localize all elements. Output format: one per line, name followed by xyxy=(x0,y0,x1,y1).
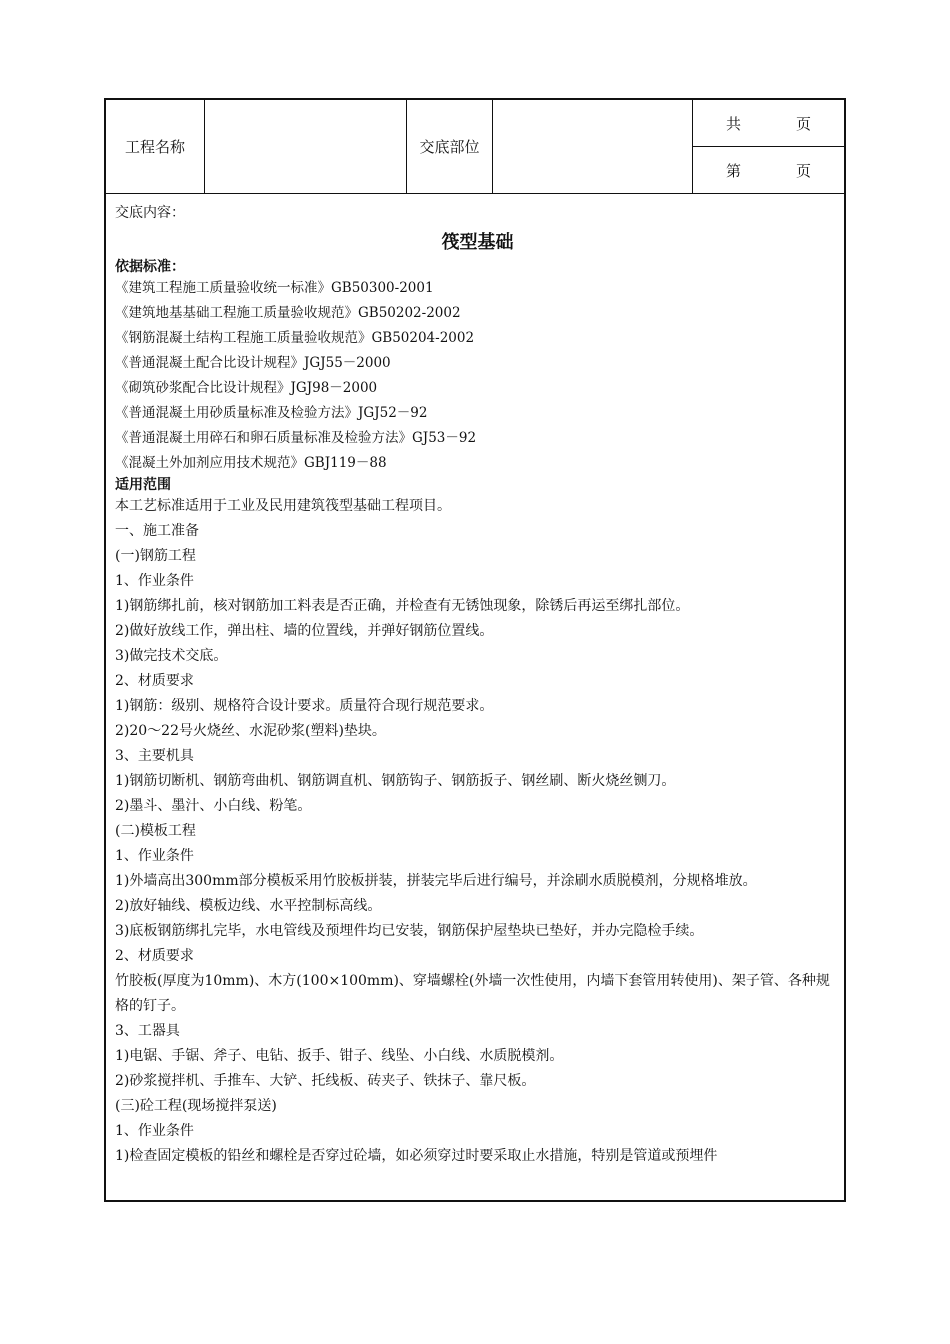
standards-heading: 依据标准： xyxy=(115,259,185,275)
item-heading: 1、作业条件 xyxy=(115,1123,194,1139)
standard-item: 《普通混凝土配合比设计规程》JGJ55－2000 xyxy=(115,355,391,371)
total-pages xyxy=(693,100,846,147)
page-number-label-a: 第 xyxy=(726,161,742,180)
location-label: 交底部位 xyxy=(407,100,493,193)
body-line: 3)底板钢筋绑扎完毕，水电管线及预埋件均已安装，钢筋保护屋垫块已垫好，并办完隐检手续。 xyxy=(115,923,704,939)
page-number-label-b: 页 xyxy=(796,161,812,180)
standard-item: 《砌筑砂浆配合比设计规程》JGJ98－2000 xyxy=(115,380,378,396)
item-heading: 1、作业条件 xyxy=(115,573,194,589)
location-value[interactable] xyxy=(493,100,693,193)
item-heading: 3、主要机具 xyxy=(115,748,194,764)
body-line: 1)外墙高出300mm部分模板采用竹胶板拼装，拼装完毕后进行编号，并涂刷水质脱模剂，分规格堆放。 xyxy=(115,873,757,889)
standard-item: 《普通混凝土用碎石和卵石质量标准及检验方法》GJ53－92 xyxy=(115,430,477,446)
standard-item: 《普通混凝土用砂质量标准及检验方法》JGJ52－92 xyxy=(115,405,428,421)
project-name-label: 工程名称 xyxy=(106,100,205,193)
form-header xyxy=(106,100,844,194)
document-title: 筏型基础 xyxy=(441,232,514,253)
item-heading: 2、材质要求 xyxy=(115,673,194,689)
body-line: 2)砂浆搅拌机、手推车、大铲、托线板、砖夹子、铁抹子、靠尺板。 xyxy=(115,1073,536,1089)
project-name-value[interactable] xyxy=(205,100,407,193)
body-line: 1)电锯、手锯、斧子、电钻、扳手、钳子、线坠、小白线、水质脱模剂。 xyxy=(115,1048,564,1064)
body-line: 3)做完技术交底。 xyxy=(115,648,228,664)
item-heading: 3、工器具 xyxy=(115,1023,180,1039)
subsection-heading: (三)砼工程(现场搅拌泵送) xyxy=(115,1098,277,1114)
body-line: 1)钢筋：级别、规格符合设计要求。质量符合现行规范要求。 xyxy=(115,698,494,714)
subsection-heading: (二)模板工程 xyxy=(115,823,196,839)
section-heading: 一、施工准备 xyxy=(115,523,199,539)
page-count-cell xyxy=(693,100,846,193)
body-line: 1)钢筋切断机、钢筋弯曲机、钢筋调直机、钢筋钩子、钢筋扳子、钢丝刷、断火烧丝铡刀。 xyxy=(115,773,676,789)
total-pages-label-b: 页 xyxy=(796,114,812,133)
item-heading: 1、作业条件 xyxy=(115,848,194,864)
scope-heading: 适用范围 xyxy=(115,477,171,493)
total-pages-label-a: 共 xyxy=(726,114,742,133)
item-heading: 2、材质要求 xyxy=(115,948,194,964)
content-intro: 交底内容： xyxy=(115,205,185,221)
standard-item: 《混凝土外加剂应用技术规范》GBJ119－88 xyxy=(115,455,387,471)
standards-list xyxy=(115,276,840,476)
body-line: 2)放好轴线、模板边线、水平控制标高线。 xyxy=(115,898,382,914)
page-number xyxy=(693,147,846,193)
disclosure-content xyxy=(115,202,840,1169)
standard-item: 《建筑工程施工质量验收统一标准》GB50300-2001 xyxy=(115,280,434,296)
body-line: 1)钢筋绑扎前，核对钢筋加工料表是否正确，并检查有无锈蚀现象，除锈后再运至绑扎部位。 xyxy=(115,598,690,614)
subsection-heading: (一)钢筋工程 xyxy=(115,548,196,564)
body-line: 竹胶板(厚度为10mm)、木方(100×100mm)、穿墙螺栓(外墙一次性使用，内墙下套管用转使用)、架子管、各种规格的钉子。 xyxy=(115,973,830,1014)
body-line: 2)20～22号火烧丝、水泥砂浆(塑料)垫块。 xyxy=(115,723,386,739)
standard-item: 《钢筋混凝土结构工程施工质量验收规范》GB50204-2002 xyxy=(115,330,475,346)
body-line: 2)做好放线工作，弹出柱、墙的位置线，并弹好钢筋位置线。 xyxy=(115,623,494,639)
standard-item: 《建筑地基基础工程施工质量验收规范》GB50202-2002 xyxy=(115,305,461,321)
body-line: 2)墨斗、墨汁、小白线、粉笔。 xyxy=(115,798,312,814)
body-line: 本工艺标准适用于工业及民用建筑筏型基础工程项目。 xyxy=(115,498,451,514)
body-lines xyxy=(115,494,840,1169)
body-line: 1)检查固定模板的铅丝和螺栓是否穿过砼墙，如必须穿过时要采取止水措施，特别是管道或预埋件 xyxy=(115,1148,718,1164)
